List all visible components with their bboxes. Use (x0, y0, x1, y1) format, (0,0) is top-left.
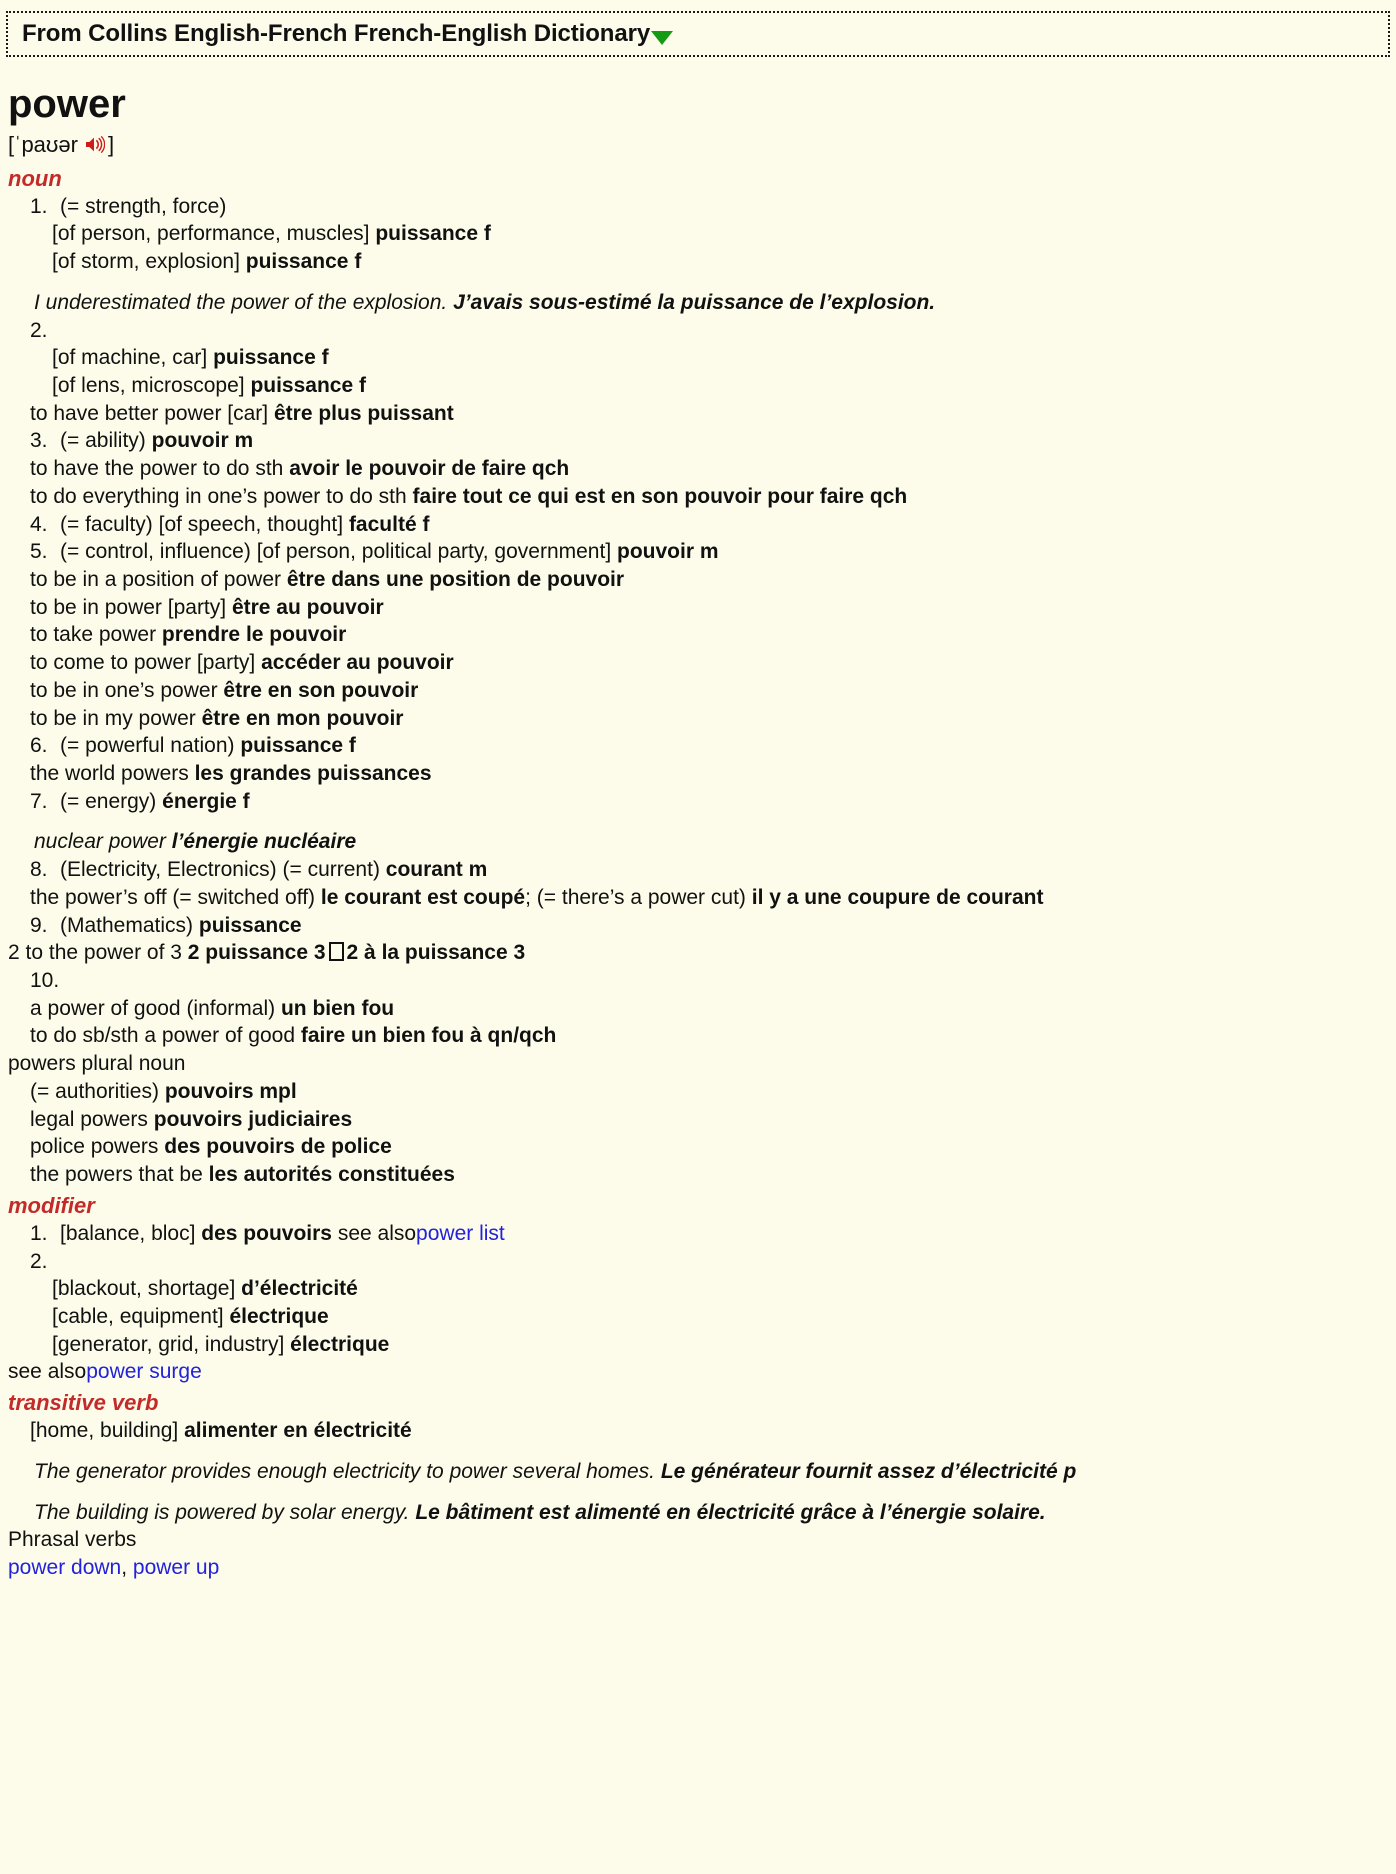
translation: pouvoir m (151, 429, 254, 453)
context-label: [balance, bloc] (60, 1221, 196, 1245)
phrase-line (8, 884, 1396, 912)
sense-number: 5. (30, 540, 48, 564)
sense-4 (8, 511, 1396, 539)
phrase-french: le courant est coupé (320, 885, 526, 909)
context-label: [generator, grid, industry] (52, 1332, 285, 1356)
phrase-french-alt: 2 à la puissance 3 (346, 941, 526, 965)
pos-label-noun: noun (8, 165, 62, 191)
example-english: nuclear power (34, 830, 166, 854)
phrase-english: to take power (30, 623, 157, 647)
spacer (8, 815, 1396, 828)
sense-number: 9. (30, 913, 48, 937)
sense-1-sub-a (8, 220, 1396, 248)
phrase-english: to be in one’s power (30, 678, 218, 702)
see-also-label: see also (337, 1221, 417, 1245)
context-label: [of machine, car] (52, 346, 208, 370)
sense-number: 1. (30, 194, 48, 218)
phrase-line (8, 677, 1396, 705)
phrase-french: pouvoirs judiciaires (153, 1107, 353, 1131)
phrase-line (8, 455, 1396, 483)
spacer (8, 1486, 1396, 1499)
cross-reference-link-power-surge[interactable]: power surge (86, 1360, 202, 1384)
phrase-english: to be in a position of power (30, 567, 281, 591)
phrase-english: to be in my power (30, 706, 196, 730)
phrase-line (8, 1133, 1396, 1161)
phrase-french: les autorités constituées (208, 1163, 455, 1187)
modifier-sub-a (8, 1275, 1396, 1303)
translation: puissance (198, 913, 302, 937)
translation: puissance f (375, 222, 491, 246)
phrase-line (8, 995, 1396, 1023)
phrase-french: être en son pouvoir (223, 678, 419, 702)
plural-sense (8, 1078, 1396, 1106)
sense-9 (8, 912, 1396, 940)
sense-number: 6. (30, 734, 48, 758)
translation: d’électricité (241, 1277, 358, 1301)
phrase-french: faire un bien fou à qn/qch (300, 1024, 557, 1048)
sense-number: 4. (30, 512, 48, 536)
context-label: [cable, equipment] (52, 1304, 224, 1328)
phrase-french: 2 puissance 3 (187, 941, 326, 965)
sense-6 (8, 732, 1396, 760)
chevron-down-icon[interactable] (651, 31, 673, 45)
phrasal-verb-link-power-down[interactable]: power down (8, 1556, 122, 1580)
phrase-line (8, 705, 1396, 733)
pronunciation-ipa: ˈpaʊər (14, 132, 78, 157)
phrase-line (8, 649, 1396, 677)
context-label: [of lens, microscope] (52, 373, 245, 397)
dictionary-source-title: From Collins English-French French-English Dictionary (22, 20, 651, 48)
example-sentence (8, 828, 1396, 856)
phrase-french: avoir le pouvoir de faire qch (289, 457, 570, 481)
translation: énergie f (162, 789, 250, 813)
sense-7 (8, 788, 1396, 816)
phrase-english: police powers (30, 1135, 159, 1159)
sense-5 (8, 538, 1396, 566)
example-sentence (8, 1458, 1396, 1486)
sense-gloss: (= authorities) (30, 1079, 159, 1103)
phrase-line (8, 594, 1396, 622)
phrasal-verbs-list (8, 1554, 1396, 1582)
sense-1 (8, 193, 1396, 221)
speaker-icon[interactable] (84, 133, 105, 162)
phrase-line (8, 1022, 1396, 1050)
pronunciation-line (8, 131, 1396, 162)
see-also-line (8, 1358, 1396, 1386)
phrase-english: to have the power to do sth (30, 457, 284, 481)
sense-2-sub-a (8, 344, 1396, 372)
sense-2-sub-b (8, 372, 1396, 400)
pronunciation-bracket-close: ] (108, 132, 115, 157)
phrase-line (8, 760, 1396, 788)
spacer (8, 1445, 1396, 1458)
example-french: Le bâtiment est alimenté en électricité grâce à l’énergie solaire. (415, 1500, 1046, 1524)
domain-label: (Mathematics) (60, 913, 194, 937)
phrase-english: 2 to the power of 3 (8, 941, 182, 965)
example-french: J’avais sous-estimé la puissance de l’explosion. (453, 290, 936, 314)
example-sentence (8, 289, 1396, 317)
list-separator: , (121, 1556, 133, 1580)
translation: puissance f (240, 734, 356, 758)
sense-number: 2. (30, 318, 48, 342)
phrase-line (8, 939, 1396, 967)
cross-reference-link-power-list[interactable]: power list (416, 1221, 505, 1245)
sense-number: 8. (30, 858, 48, 882)
phrase-english: to do everything in one’s power to do sth (30, 484, 407, 508)
pronunciation-bracket-open: [ (8, 132, 15, 157)
dictionary-source-bar (6, 11, 1390, 57)
sense-gloss: (= ability) (60, 429, 146, 453)
phrase-english: the powers that be (30, 1163, 203, 1187)
context-label: [of speech, thought] (158, 512, 344, 536)
modifier-sub-c (8, 1331, 1396, 1359)
context-label: [blackout, shortage] (52, 1277, 236, 1301)
sense-gloss: (= faculty) (60, 512, 153, 536)
sense-1-sub-b (8, 248, 1396, 276)
translation: alimenter en électricité (184, 1419, 412, 1443)
example-english: The generator provides enough electricity to power several homes. (34, 1459, 655, 1483)
sense-number: 1. (30, 1221, 48, 1245)
sense-gloss: (= powerful nation) (60, 734, 235, 758)
example-sentence (8, 1499, 1396, 1527)
phrase-english: the power’s off (= switched off) (30, 885, 316, 909)
example-english: I underestimated the power of the explosion. (34, 290, 448, 314)
sense-8 (8, 856, 1396, 884)
phrase-french-alt: il y a une coupure de courant (751, 885, 1044, 909)
phrase-separator: ; (= there’s a power cut) (525, 885, 746, 909)
phrase-line (8, 1106, 1396, 1134)
translation: puissance f (250, 373, 366, 397)
phrase-english: to do sb/sth a power of good (30, 1024, 296, 1048)
phrase-french: accéder au pouvoir (261, 651, 454, 675)
phrase-french: être plus puissant (273, 401, 454, 425)
translation: puissance f (213, 346, 329, 370)
transitive-sense (8, 1417, 1396, 1445)
phrase-french: prendre le pouvoir (161, 623, 347, 647)
phrase-line (8, 1161, 1396, 1189)
translation: courant m (385, 858, 488, 882)
pos-label-plural-noun: powers plural noun (8, 1052, 186, 1076)
entry-body (0, 83, 1396, 1582)
phrasal-verb-link-power-up[interactable]: power up (132, 1556, 220, 1580)
see-also-label: see also (8, 1360, 87, 1384)
translation: puissance f (245, 250, 362, 274)
phrase-english: the world powers (30, 762, 189, 785)
context-label: [of storm, explosion] (52, 250, 240, 274)
page-title: power (8, 82, 126, 126)
phrase-french: faire tout ce qui est en son pouvoir pour faire qch (412, 484, 908, 508)
sense-number: 3. (30, 429, 48, 453)
pos-label-modifier: modifier (8, 1192, 95, 1218)
sense-10 (8, 967, 1396, 995)
phrase-line (8, 483, 1396, 511)
phrase-french: être dans une position de pouvoir (286, 567, 625, 591)
phrase-line (8, 621, 1396, 649)
phrasal-verbs-label: Phrasal verbs (8, 1528, 137, 1552)
translation: faculté f (348, 512, 430, 536)
sense-gloss: (= control, influence) (60, 540, 251, 564)
domain-label: (Electricity, Electronics) (60, 858, 277, 882)
phrase-english: to have better power [car] (30, 401, 269, 425)
sense-number: 7. (30, 789, 48, 813)
translation: pouvoir m (617, 540, 719, 564)
modifier-sense-2 (8, 1248, 1396, 1276)
context-label: [of person, performance, muscles] (52, 222, 370, 246)
phrase-line (8, 400, 1396, 428)
sense-gloss: (= strength, force) (60, 194, 227, 218)
phrase-french: les grandes puissances (194, 762, 432, 785)
modifier-sub-b (8, 1303, 1396, 1331)
example-english: The building is powered by solar energy. (34, 1500, 410, 1524)
example-french: Le générateur fournit assez d’électricité p (660, 1459, 1077, 1483)
context-label: [of person, political party, government] (256, 540, 612, 564)
example-french: l’énergie nucléaire (171, 830, 357, 854)
translation: électrique (290, 1332, 390, 1356)
modifier-sense-1 (8, 1220, 1396, 1248)
context-label: [home, building] (30, 1419, 179, 1443)
phrase-french: un bien fou (280, 996, 395, 1020)
sense-gloss: (= current) (282, 858, 380, 882)
missing-glyph-box-icon (329, 942, 344, 961)
phrase-line (8, 566, 1396, 594)
spacer (8, 276, 1396, 289)
sense-number: 10. (30, 969, 60, 993)
sense-number: 2. (30, 1249, 48, 1273)
pos-label-transitive-verb: transitive verb (8, 1390, 159, 1416)
phrase-english: to be in power [party] (30, 595, 227, 619)
sense-2 (8, 317, 1396, 345)
sense-gloss: (= energy) (60, 789, 157, 813)
sense-3 (8, 427, 1396, 455)
phrase-english: legal powers (30, 1107, 148, 1131)
translation: pouvoirs mpl (164, 1079, 297, 1103)
phrase-french: des pouvoirs de police (164, 1135, 392, 1159)
phrase-french: être au pouvoir (231, 595, 384, 619)
phrase-english: to come to power [party] (30, 651, 256, 675)
translation: électrique (229, 1304, 329, 1328)
phrase-french: être en mon pouvoir (201, 706, 404, 730)
translation: des pouvoirs (201, 1221, 332, 1245)
phrase-english: a power of good (informal) (30, 996, 276, 1020)
